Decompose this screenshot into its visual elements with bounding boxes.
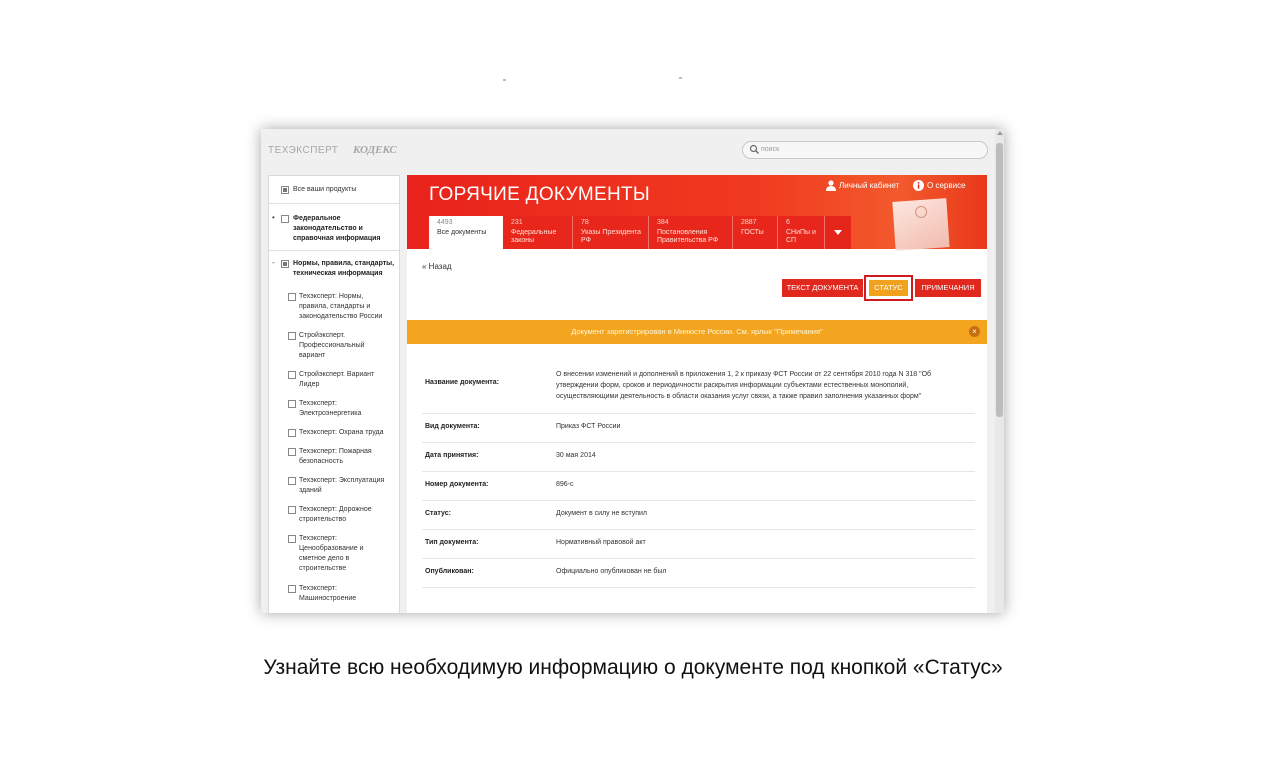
tab-label: Все документы	[437, 229, 487, 236]
detail-value: 30 мая 2014	[556, 452, 596, 459]
divider	[269, 250, 399, 251]
checkbox[interactable]	[288, 293, 296, 301]
sidebar-item-label: Федеральное законодательство и справочная информация	[293, 215, 381, 242]
detail-key: Вид документа:	[425, 423, 480, 430]
search-box[interactable]	[742, 141, 988, 159]
sidebar-subitem[interactable]	[288, 476, 388, 496]
expander[interactable]: -	[272, 258, 275, 267]
document-illustration	[892, 198, 949, 251]
sidebar-subitem[interactable]	[288, 292, 388, 322]
status-button-highlight	[864, 275, 913, 301]
checkbox[interactable]	[288, 400, 296, 408]
sidebar-subitem[interactable]	[288, 534, 380, 574]
tab-gosts[interactable]	[733, 216, 778, 249]
tab-count: 2887	[741, 219, 757, 226]
detail-key: Опубликован:	[425, 568, 474, 575]
detail-row	[422, 529, 975, 559]
detail-row	[422, 413, 975, 443]
close-icon[interactable]: ×	[969, 326, 980, 337]
sidebar-item-label: Техэксперт: Эксплуатация зданий	[299, 477, 385, 494]
search-icon	[749, 144, 760, 155]
status-button[interactable]: СТАТУС	[869, 280, 908, 296]
sidebar-item-label: Техэксперт: Охрана труда	[299, 429, 384, 436]
sidebar-subitem[interactable]	[288, 370, 388, 390]
decor-tick	[503, 79, 506, 81]
expander[interactable]: •	[272, 213, 275, 222]
tab-snips[interactable]	[778, 216, 825, 249]
notes-button[interactable]: ПРИМЕЧАНИЯ	[915, 279, 981, 297]
sidebar-item-federal[interactable]	[281, 214, 393, 244]
detail-value: Документ в силу не вступил	[556, 510, 648, 517]
user-icon	[826, 180, 836, 191]
registration-notice	[407, 320, 987, 344]
sidebar-item-label: Все ваши продукты	[293, 186, 357, 193]
detail-row	[422, 500, 975, 530]
info-icon	[913, 180, 924, 191]
tab-count: 78	[581, 219, 589, 226]
sidebar-item-label: Техэксперт: Дорожное строительство	[299, 506, 372, 523]
detail-row	[422, 361, 975, 414]
tab-federal-laws[interactable]	[503, 216, 573, 249]
sidebar-subitem[interactable]	[288, 447, 388, 467]
caption-text: Узнайте всю необходимую информацию о документе под кнопкой «Статус»	[263, 656, 1003, 679]
logo-techexpert: ТЕХЭКСПЕРТ	[268, 145, 339, 156]
decor-tick	[679, 77, 682, 79]
sidebar-item-label: Стройэксперт. Профессиональный вариант	[299, 332, 365, 359]
app-window	[261, 129, 1004, 613]
sidebar-item-label: Нормы, правила, стандарты, техническая информация	[293, 260, 395, 277]
detail-value: О внесении изменений и дополнений в приложения 1, 2 к приказу ФСТ России от 22 сентября 2010 года N 318 "Об утверждении форм, сроков и периодичности раскрытия информации субъектами естественных монополий, осуществляющими деятельность в области оказания услуг связи, а также правил заполнения указанных форм"	[556, 371, 932, 400]
detail-key: Статус:	[425, 510, 451, 517]
sidebar-subitem[interactable]	[288, 331, 388, 361]
seal-icon	[915, 206, 928, 219]
sidebar-item-label: Техэксперт: Нормы, правила, стандарты и законодательство России	[299, 293, 383, 320]
search-input[interactable]	[761, 143, 971, 156]
tab-all-documents[interactable]	[429, 216, 503, 249]
scrollbar-thumb[interactable]	[996, 143, 1003, 417]
sidebar	[268, 175, 400, 613]
checkbox[interactable]	[288, 535, 296, 543]
detail-key: Тип документа:	[425, 539, 479, 546]
checkbox[interactable]	[288, 506, 296, 514]
detail-row	[422, 558, 975, 588]
detail-key: Название документа:	[425, 379, 499, 386]
detail-row	[422, 442, 975, 472]
tab-label: ГОСТы	[741, 229, 764, 236]
main-content	[407, 175, 987, 613]
checkbox[interactable]	[288, 585, 296, 593]
checkbox[interactable]	[288, 429, 296, 437]
sidebar-item-label: Техэксперт: Электроэнергетика	[299, 400, 362, 417]
sidebar-item-label: Техэксперт: Ценообразование и сметное дело в строительстве	[299, 535, 364, 572]
checkbox[interactable]	[288, 332, 296, 340]
detail-value: 896-с	[556, 481, 574, 488]
sidebar-item-label: Техэксперт: Машиностроение	[299, 585, 357, 602]
detail-value: Официально опубликован не был	[556, 568, 667, 575]
sidebar-item-label: Стройэксперт. Вариант Лидер	[299, 371, 375, 388]
checkbox[interactable]	[288, 371, 296, 379]
back-link[interactable]: « Назад	[422, 262, 452, 271]
detail-value: Приказ ФСТ России	[556, 423, 621, 430]
detail-value: Нормативный правовой акт	[556, 539, 646, 546]
about-service-link[interactable]: О сервисе	[927, 181, 966, 190]
tab-count: 384	[657, 219, 669, 226]
scroll-up-icon[interactable]	[997, 131, 1003, 135]
sidebar-subitem[interactable]	[288, 428, 388, 438]
page-title: ГОРЯЧИЕ ДОКУМЕНТЫ	[429, 184, 650, 205]
more-tabs-dropdown[interactable]	[825, 216, 851, 249]
document-text-button[interactable]: ТЕКСТ ДОКУМЕНТА	[782, 279, 863, 297]
tab-government-resolutions[interactable]	[649, 216, 733, 249]
tab-label: Федеральные законы	[511, 229, 557, 244]
divider	[269, 203, 399, 204]
sidebar-item-norms[interactable]	[281, 259, 397, 279]
sidebar-subitem[interactable]	[288, 505, 388, 525]
tab-count: 231	[511, 219, 523, 226]
detail-key: Дата принятия:	[425, 452, 479, 459]
tab-presidential-decrees[interactable]	[573, 216, 649, 249]
tab-count: 6	[786, 219, 790, 226]
checkbox[interactable]	[281, 215, 289, 223]
checkbox[interactable]	[281, 186, 289, 194]
checkbox[interactable]	[288, 448, 296, 456]
checkbox[interactable]	[288, 477, 296, 485]
sidebar-item-label: Техэксперт: Пожарная безопасность	[299, 448, 372, 465]
sidebar-subitem[interactable]	[288, 584, 388, 604]
logo-kodeks: КОДЕКС	[353, 144, 397, 156]
personal-cabinet-link[interactable]: Личный кабинет	[839, 181, 900, 190]
sidebar-subitem[interactable]	[288, 399, 388, 419]
notice-text: Документ зарегистрирован в Минюсте России. См. ярлык "Примечания"	[571, 327, 823, 336]
detail-key: Номер документа:	[425, 481, 489, 488]
tab-label: СНиПы и СП	[786, 229, 816, 244]
tab-label: Постановления Правительства РФ	[657, 229, 719, 244]
hot-documents-banner	[407, 175, 987, 249]
top-bar	[261, 129, 1004, 173]
tab-count: 4493	[437, 219, 453, 226]
checkbox[interactable]	[281, 260, 289, 268]
detail-row	[422, 471, 975, 501]
tab-label: Указы Президента РФ	[581, 229, 641, 244]
